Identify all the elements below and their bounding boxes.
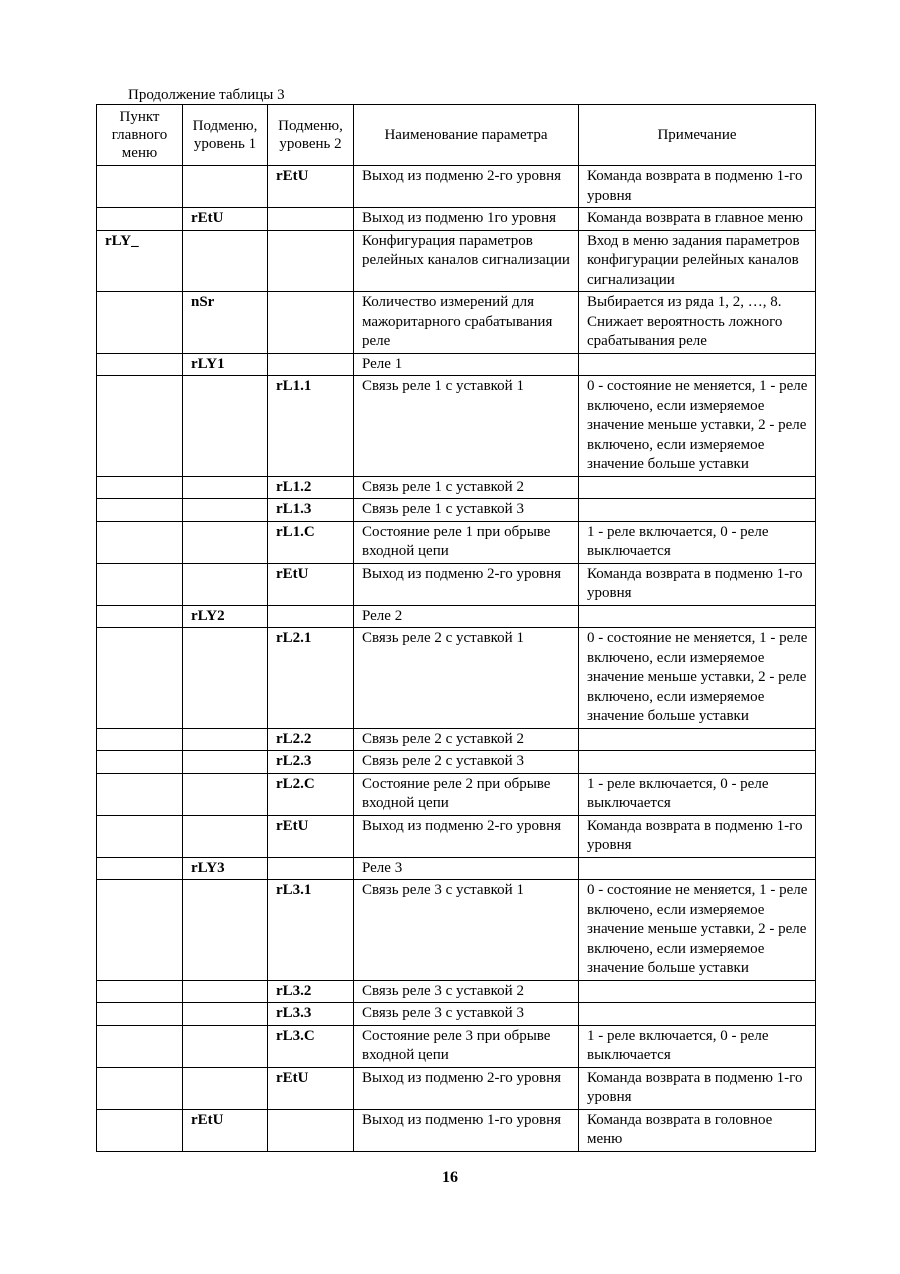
cell-submenu-level-1: nSr <box>183 292 268 354</box>
cell-main-menu <box>97 1025 183 1067</box>
table-row <box>97 166 816 208</box>
table-row <box>97 628 816 729</box>
cell-submenu-level-1 <box>183 815 268 857</box>
cell-submenu-level-1 <box>183 773 268 815</box>
cell-parameter-name: Связь реле 1 с уставкой 2 <box>354 476 579 499</box>
table-header-row <box>97 105 816 166</box>
cell-note: Команда возврата в подменю 1-го уровня <box>579 1067 816 1109</box>
table-caption: Продолжение таблицы 3 <box>128 87 285 103</box>
cell-submenu-level-2: rL3.3 <box>268 1003 354 1026</box>
header-submenu-level-2: Подменю, уровень 2 <box>268 105 354 166</box>
cell-main-menu <box>97 1067 183 1109</box>
table-row <box>97 1025 816 1067</box>
cell-note: Команда возврата в подменю 1-го уровня <box>579 563 816 605</box>
cell-submenu-level-1 <box>183 1067 268 1109</box>
cell-note: 1 - реле включается, 0 - реле выключается <box>579 1025 816 1067</box>
cell-submenu-level-2: rL1.1 <box>268 376 354 477</box>
cell-parameter-name: Связь реле 1 с уставкой 1 <box>354 376 579 477</box>
cell-parameter-name: Связь реле 2 с уставкой 1 <box>354 628 579 729</box>
cell-note: Команда возврата в подменю 1-го уровня <box>579 166 816 208</box>
cell-note: 1 - реле включается, 0 - реле выключается <box>579 521 816 563</box>
table-row <box>97 1109 816 1151</box>
cell-submenu-level-1 <box>183 728 268 751</box>
cell-submenu-level-2 <box>268 292 354 354</box>
cell-submenu-level-1 <box>183 980 268 1003</box>
cell-main-menu <box>97 521 183 563</box>
cell-main-menu <box>97 499 183 522</box>
cell-parameter-name: Связь реле 3 с уставкой 3 <box>354 1003 579 1026</box>
cell-parameter-name: Состояние реле 1 при обрыве входной цепи <box>354 521 579 563</box>
cell-submenu-level-2: rEtU <box>268 815 354 857</box>
cell-submenu-level-1: rLY1 <box>183 353 268 376</box>
table-row <box>97 857 816 880</box>
cell-parameter-name: Выход из подменю 2-го уровня <box>354 1067 579 1109</box>
cell-main-menu <box>97 563 183 605</box>
cell-note: Команда возврата в подменю 1-го уровня <box>579 815 816 857</box>
cell-submenu-level-1 <box>183 476 268 499</box>
cell-main-menu <box>97 353 183 376</box>
cell-note <box>579 476 816 499</box>
table-row <box>97 1067 816 1109</box>
cell-note: Вход в меню задания параметров конфигурации релейных каналов сигнализации <box>579 230 816 292</box>
cell-note: 1 - реле включается, 0 - реле выключается <box>579 773 816 815</box>
cell-submenu-level-2: rL2.C <box>268 773 354 815</box>
table-row <box>97 605 816 628</box>
cell-main-menu <box>97 1003 183 1026</box>
cell-submenu-level-1 <box>183 751 268 774</box>
cell-note <box>579 1003 816 1026</box>
cell-parameter-name: Выход из подменю 1-го уровня <box>354 1109 579 1151</box>
table-row <box>97 563 816 605</box>
cell-submenu-level-2: rL2.3 <box>268 751 354 774</box>
cell-submenu-level-2: rEtU <box>268 166 354 208</box>
page-number: 16 <box>442 1169 458 1186</box>
cell-note <box>579 980 816 1003</box>
table-row <box>97 728 816 751</box>
header-parameter-name: Наименование параметра <box>354 105 579 166</box>
cell-main-menu <box>97 166 183 208</box>
cell-main-menu: rLY_ <box>97 230 183 292</box>
cell-note: 0 - состояние не меняется, 1 - реле включено, если измеряемое значение меньше уставки, 2 - реле включено, если измеряемое значение больше уставки <box>579 628 816 729</box>
cell-note: Команда возврата в головное меню <box>579 1109 816 1151</box>
table-body <box>97 166 816 1152</box>
table-row <box>97 980 816 1003</box>
cell-parameter-name: Связь реле 3 с уставкой 1 <box>354 880 579 981</box>
cell-parameter-name: Выход из подменю 1го уровня <box>354 208 579 231</box>
cell-submenu-level-1: rEtU <box>183 1109 268 1151</box>
cell-parameter-name: Реле 3 <box>354 857 579 880</box>
table-row <box>97 499 816 522</box>
cell-main-menu <box>97 751 183 774</box>
cell-parameter-name: Связь реле 1 с уставкой 3 <box>354 499 579 522</box>
cell-main-menu <box>97 476 183 499</box>
cell-submenu-level-1: rLY2 <box>183 605 268 628</box>
cell-submenu-level-1 <box>183 521 268 563</box>
cell-submenu-level-2 <box>268 230 354 292</box>
cell-note <box>579 353 816 376</box>
cell-submenu-level-1 <box>183 880 268 981</box>
cell-main-menu <box>97 376 183 477</box>
cell-submenu-level-2 <box>268 353 354 376</box>
table-row <box>97 815 816 857</box>
cell-submenu-level-1 <box>183 166 268 208</box>
cell-parameter-name: Состояние реле 2 при обрыве входной цепи <box>354 773 579 815</box>
cell-note <box>579 857 816 880</box>
cell-parameter-name: Реле 2 <box>354 605 579 628</box>
table-row <box>97 230 816 292</box>
table-row <box>97 292 816 354</box>
cell-note: Выбирается из ряда 1, 2, …, 8. Снижает вероятность ложного срабатывания реле <box>579 292 816 354</box>
table-row <box>97 880 816 981</box>
table-row <box>97 751 816 774</box>
cell-submenu-level-2: rL3.C <box>268 1025 354 1067</box>
cell-submenu-level-1 <box>183 1003 268 1026</box>
table-row <box>97 476 816 499</box>
cell-main-menu <box>97 728 183 751</box>
cell-parameter-name: Реле 1 <box>354 353 579 376</box>
cell-parameter-name: Состояние реле 3 при обрыве входной цепи <box>354 1025 579 1067</box>
cell-parameter-name: Выход из подменю 2-го уровня <box>354 166 579 208</box>
cell-main-menu <box>97 815 183 857</box>
cell-submenu-level-2: rL2.2 <box>268 728 354 751</box>
cell-main-menu <box>97 208 183 231</box>
table-row <box>97 376 816 477</box>
header-note: Примечание <box>579 105 816 166</box>
cell-note <box>579 751 816 774</box>
cell-submenu-level-2 <box>268 857 354 880</box>
cell-main-menu <box>97 605 183 628</box>
cell-note <box>579 605 816 628</box>
cell-submenu-level-1 <box>183 1025 268 1067</box>
cell-note: 0 - состояние не меняется, 1 - реле включено, если измеряемое значение меньше уставки, 2 - реле включено, если измеряемое значение больше уставки <box>579 880 816 981</box>
cell-submenu-level-2: rEtU <box>268 1067 354 1109</box>
cell-parameter-name: Количество измерений для мажоритарного срабатывания реле <box>354 292 579 354</box>
cell-submenu-level-1 <box>183 376 268 477</box>
cell-main-menu <box>97 773 183 815</box>
cell-note <box>579 499 816 522</box>
cell-main-menu <box>97 1109 183 1151</box>
cell-submenu-level-2: rL2.1 <box>268 628 354 729</box>
cell-submenu-level-2 <box>268 208 354 231</box>
table-row <box>97 773 816 815</box>
cell-main-menu <box>97 857 183 880</box>
cell-submenu-level-1 <box>183 628 268 729</box>
cell-note <box>579 728 816 751</box>
cell-parameter-name: Выход из подменю 2-го уровня <box>354 815 579 857</box>
cell-submenu-level-2: rL3.2 <box>268 980 354 1003</box>
cell-submenu-level-2: rEtU <box>268 563 354 605</box>
cell-submenu-level-1: rLY3 <box>183 857 268 880</box>
cell-parameter-name: Конфигурация параметров релейных каналов сигнализации <box>354 230 579 292</box>
cell-main-menu <box>97 292 183 354</box>
header-submenu-level-1: Подменю, уровень 1 <box>183 105 268 166</box>
cell-submenu-level-1 <box>183 230 268 292</box>
cell-main-menu <box>97 980 183 1003</box>
cell-main-menu <box>97 628 183 729</box>
cell-submenu-level-1: rEtU <box>183 208 268 231</box>
cell-main-menu <box>97 880 183 981</box>
table-row <box>97 1003 816 1026</box>
table-row <box>97 353 816 376</box>
cell-parameter-name: Связь реле 2 с уставкой 3 <box>354 751 579 774</box>
cell-submenu-level-2: rL1.C <box>268 521 354 563</box>
cell-parameter-name: Связь реле 2 с уставкой 2 <box>354 728 579 751</box>
cell-submenu-level-2: rL3.1 <box>268 880 354 981</box>
table-row <box>97 208 816 231</box>
cell-submenu-level-2 <box>268 1109 354 1151</box>
cell-submenu-level-2: rL1.3 <box>268 499 354 522</box>
cell-submenu-level-1 <box>183 563 268 605</box>
cell-note: 0 - состояние не меняется, 1 - реле включено, если измеряемое значение меньше уставки, 2 - реле включено, если измеряемое значение больше уставки <box>579 376 816 477</box>
header-main-menu: Пункт главного меню <box>97 105 183 166</box>
cell-note: Команда возврата в главное меню <box>579 208 816 231</box>
cell-parameter-name: Связь реле 3 с уставкой 2 <box>354 980 579 1003</box>
cell-submenu-level-2: rL1.2 <box>268 476 354 499</box>
table-row <box>97 521 816 563</box>
cell-submenu-level-1 <box>183 499 268 522</box>
cell-submenu-level-2 <box>268 605 354 628</box>
cell-parameter-name: Выход из подменю 2-го уровня <box>354 563 579 605</box>
parameters-table <box>96 104 816 1152</box>
